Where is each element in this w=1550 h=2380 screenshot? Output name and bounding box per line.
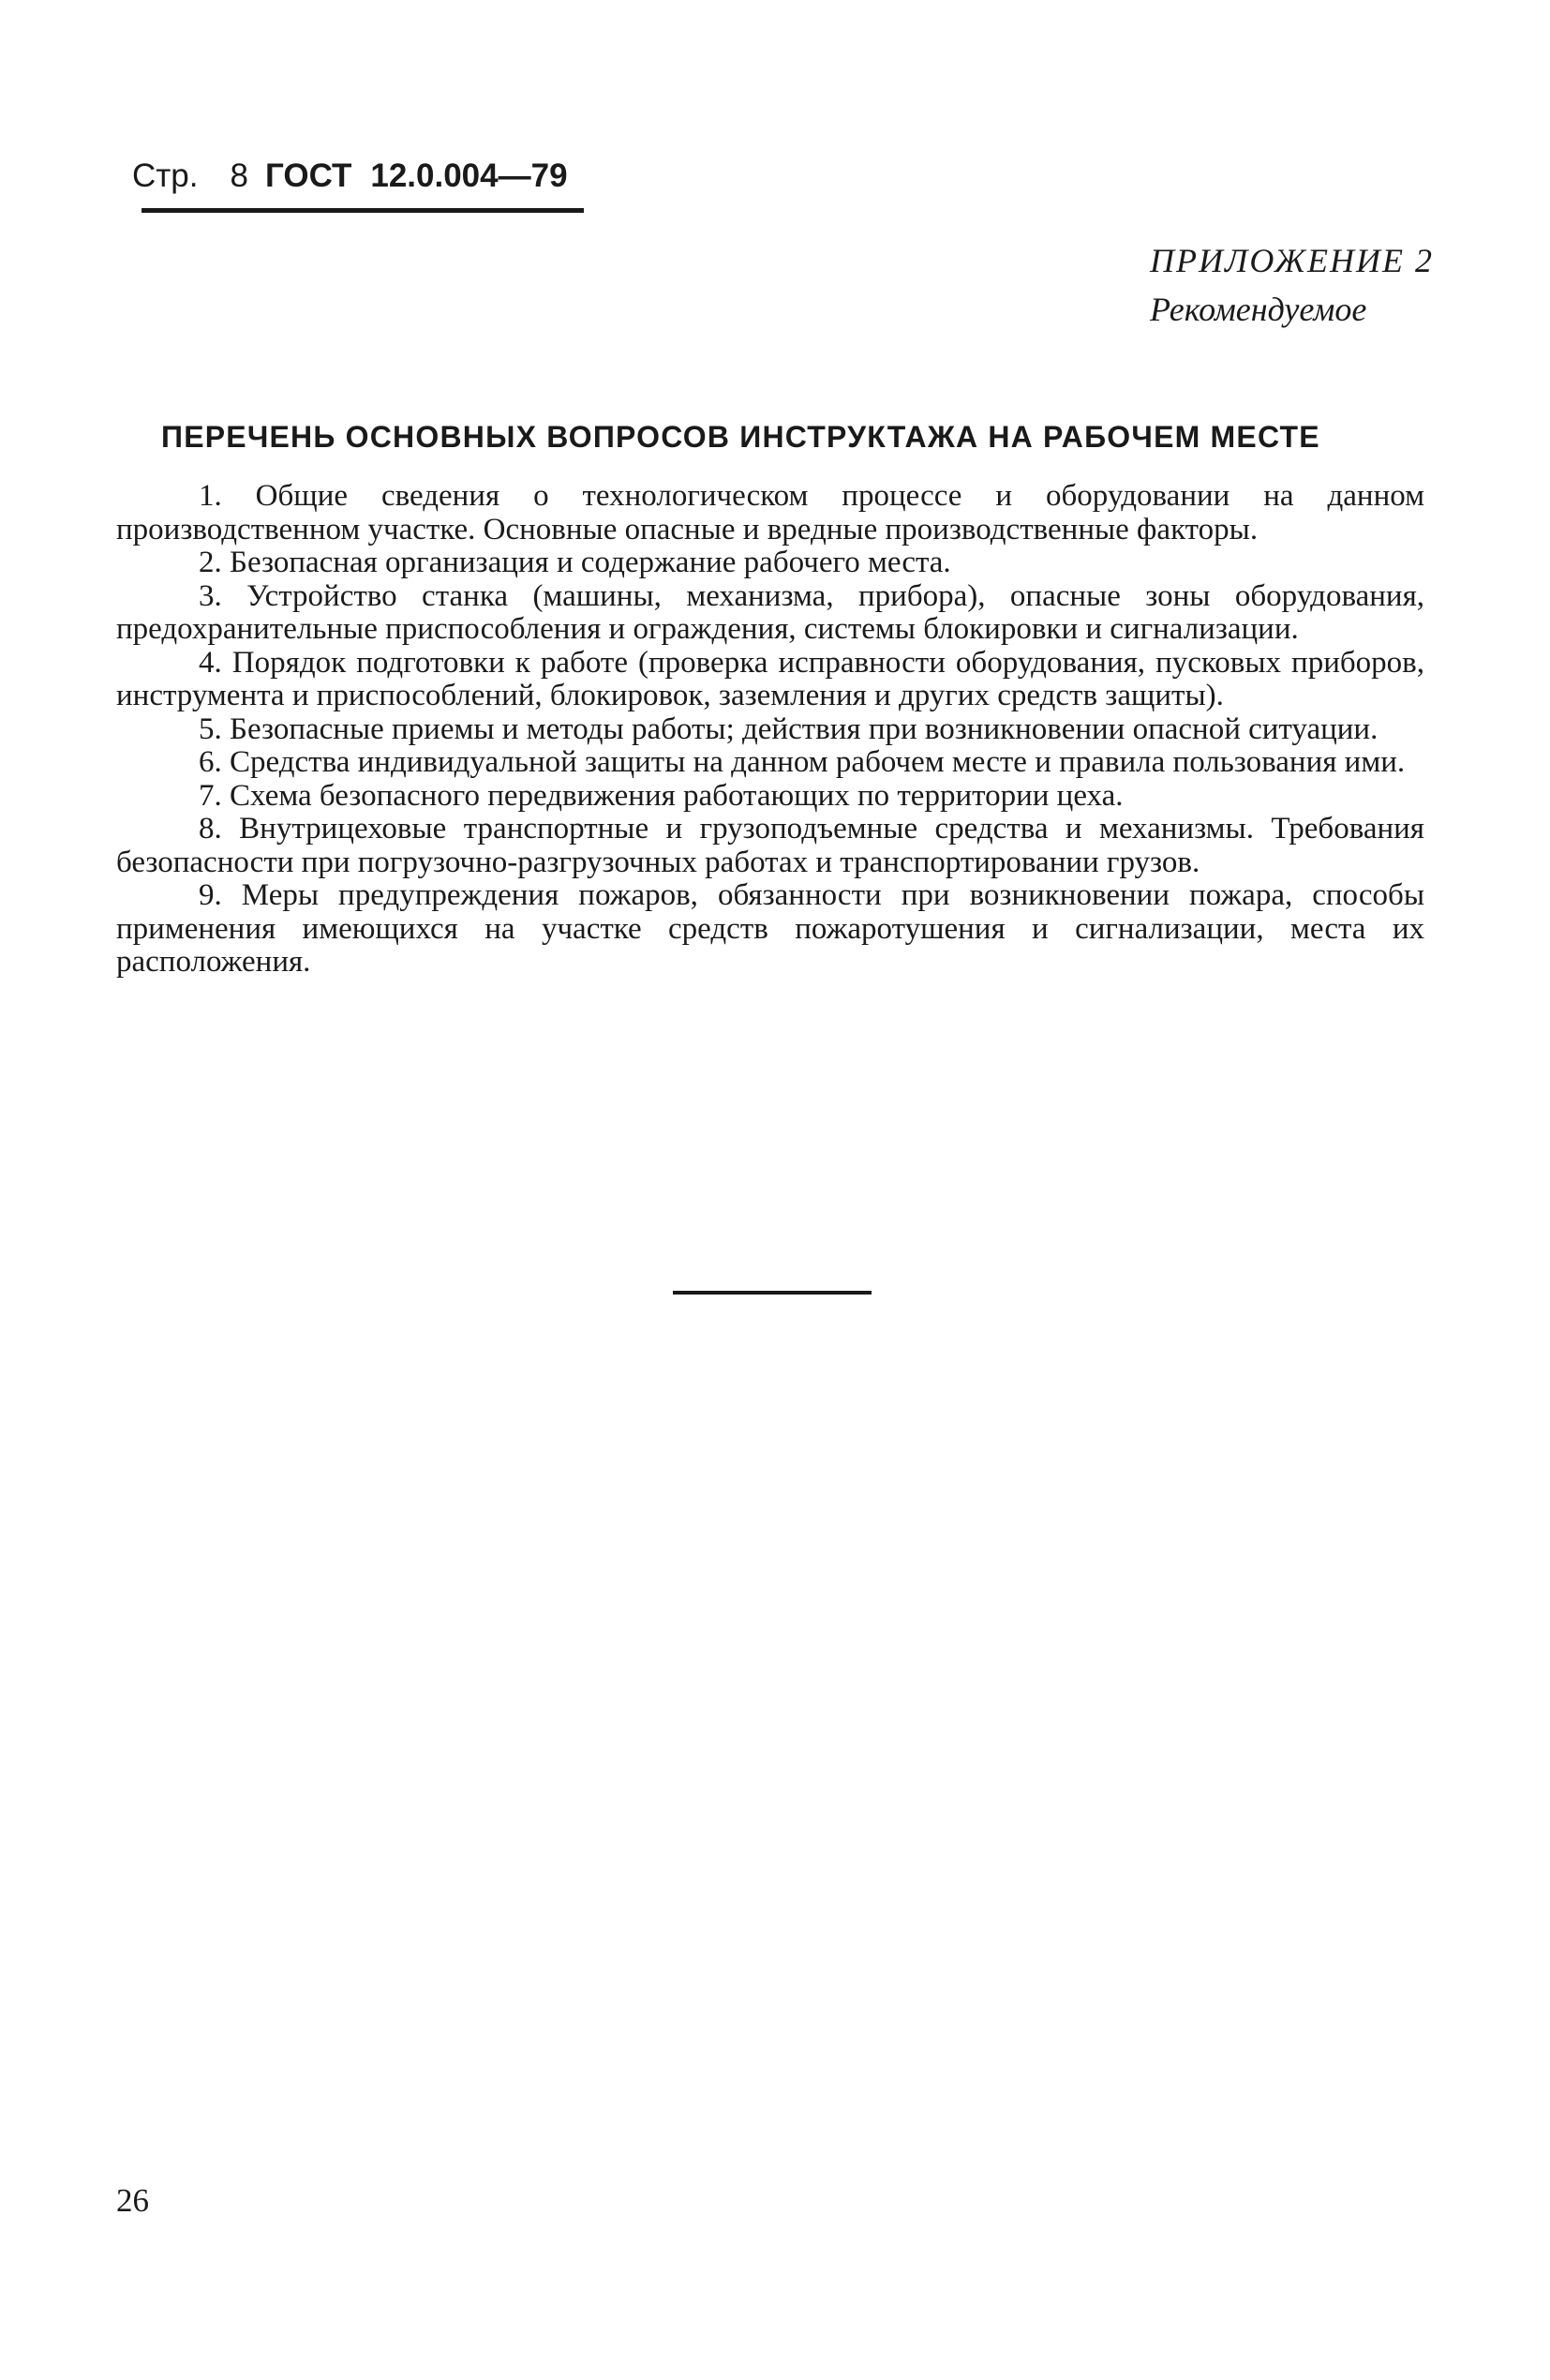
instruction-list [116,480,1424,980]
list-item: 5. Безопасные приемы и методы работы; действия при возникновении опасной ситуации. [199,711,1379,746]
page-header [132,157,568,195]
list-item: 4. Порядок подготовки к работе (проверка исправности оборудования, пусковых приборов, инструмента и приспособлений, блокировок, заземления и других средств защиты). [116,645,1424,712]
page-number: 26 [116,2182,149,2219]
document-title: ПЕРЕЧЕНЬ ОСНОВНЫХ ВОПРОСОВ ИНСТРУКТАЖА НА РАБОЧЕМ МЕСТЕ [161,420,1320,454]
page-label: Стр. [132,157,199,194]
list-item: 7. Схема безопасного передвижения работающих по территории цеха. [199,778,1124,813]
standard-code: 12.0.004—79 [370,157,568,194]
list-item: 2. Безопасная организация и содержание рабочего места. [199,546,951,579]
list-item: 9. Меры предупреждения пожаров, обязанности при возникновении пожара, способы применения имеющихся на участке средств пожаротушения и сигнализации, места их расположения. [116,878,1424,979]
appendix-title: ПРИЛОЖЕНИЕ 2 [1150,242,1434,279]
appendix-subtitle: Рекомендуемое [1150,291,1367,328]
list-item: 8. Внутрицеховые транспортные и грузоподъемные средства и механизмы. Требования безопасности при погрузочно-разгрузочных работах и транспортировании грузов. [116,812,1424,879]
list-item: 3. Устройство станка (машины, механизма, прибора), опасные зоны оборудования, предохранительные приспособления и ограждения, системы блокировки и сигнализации. [116,578,1424,646]
header-page-number: 8 [230,157,248,194]
list-item: 1. Общие сведения о технологическом процессе и оборудовании на данном производственном участке. Основные опасные и вредные производственные факторы. [116,479,1424,546]
end-rule [673,1291,872,1295]
appendix-block [1150,236,1434,334]
header-rule [142,208,584,213]
standard-label: ГОСТ [264,157,352,194]
list-item: 6. Средства индивидуальной защиты на данном рабочем месте и правила пользования ими. [199,745,1406,779]
